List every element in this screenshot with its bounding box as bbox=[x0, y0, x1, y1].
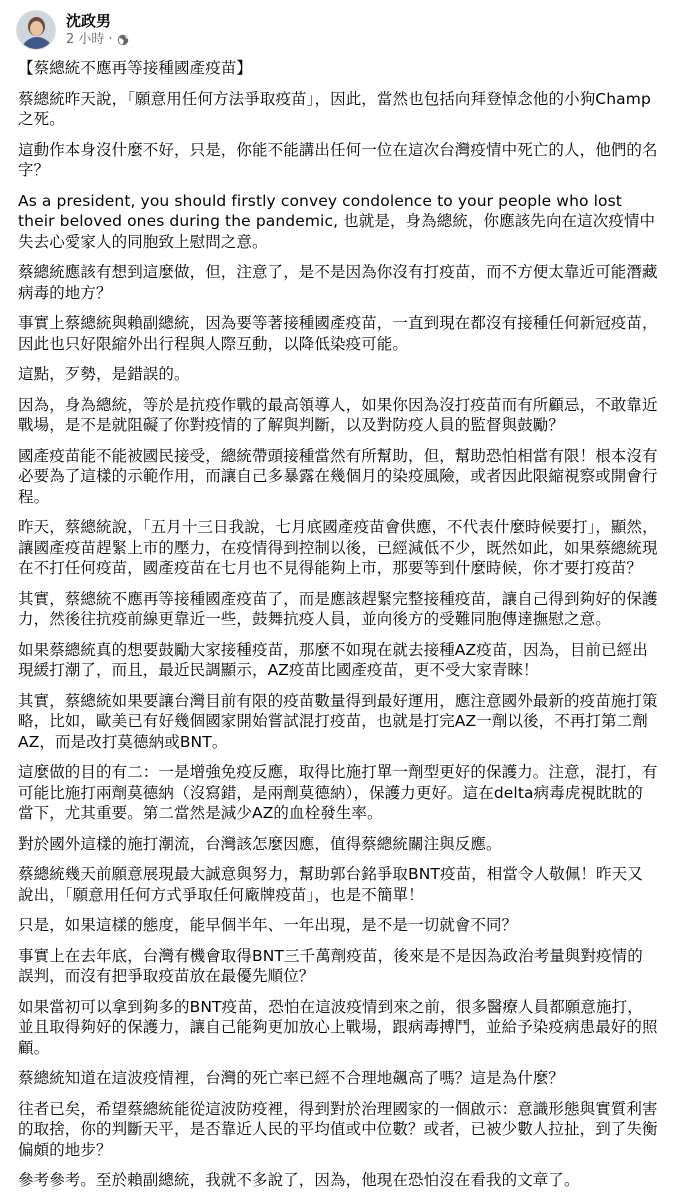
post-subline bbox=[66, 31, 129, 48]
post-paragraph: 蔡總統幾天前願意展現最大誠意與努力，幫助郭台銘爭取BNT疫苗，相當令人敬佩！昨天又說出，「願意用任何方式爭取任何廠牌疫苗」，也是不簡單！ bbox=[18, 865, 643, 904]
post-meta bbox=[66, 12, 129, 48]
post-paragraph: 事實上在去年底，台灣有機會取得BNT三千萬劑疫苗，後來是不是因為政治考量與對疫情的誤判，而沒有把爭取疫苗放在最優先順位？ bbox=[18, 946, 643, 985]
post-paragraph: As a president, you should firstly convey condolence to your people who lost their beloved ones during the pandemic, 也就是，身為總統，你應該先向在這次疫情中失去心愛家人的同胞致上慰問之意。 bbox=[18, 191, 656, 251]
post-body bbox=[18, 58, 658, 1201]
post-paragraph: 如果蔡總統真的想要鼓勵大家接種疫苗，那麼不如現在就去接種AZ疫苗，因為，目前已經出現緩打潮了，而且，最近民調顯示，AZ疫苗比國產疫苗，更不受大家青睞！ bbox=[18, 640, 648, 679]
avatar[interactable] bbox=[16, 10, 56, 50]
post-paragraph: 這點，歹勢，是錯誤的。 bbox=[18, 365, 190, 383]
post-paragraph: 這麼做的目的有二：一是增強免疫反應，取得比施打單一劑型更好的保護力。注意，混打，有可能比施打兩劑莫德納（沒寫錯，是兩劑莫德納），保護力更好。這在delta病毒虎視眈眈的當下，尤其重要。第二當然是減少AZ的血栓發生率。 bbox=[18, 763, 658, 822]
globe-icon[interactable] bbox=[117, 34, 129, 46]
separator-dot: · bbox=[108, 32, 113, 47]
post-paragraph: 蔡總統應該有想到這麼做，但，注意了，是不是因為你沒有打疫苗，而不方便太靠近可能潛藏病毒的地方？ bbox=[18, 263, 658, 302]
post-paragraph: 只是，如果這樣的態度，能早個半年、一年出現，是不是一切就會不同？ bbox=[18, 916, 518, 934]
post-paragraph: 因為，身為總統，等於是抗疫作戰的最高領導人，如果你因為沒打疫苗而有所顧忌，不敢靠近戰場，是不是就阻礙了你對疫情的了解與判斷，以及對防疫人員的監督與鼓勵？ bbox=[18, 395, 658, 434]
post-paragraph: 蔡總統知道在這波疫情裡，台灣的死亡率已經不合理地飆高了嗎？這是為什麼？ bbox=[18, 1069, 565, 1087]
post-title: 【蔡總統不應再等接種國產疫苗】 bbox=[18, 59, 253, 77]
post-paragraph: 如果當初可以拿到夠多的BNT疫苗，恐怕在這波疫情到來之前，很多醫療人員都願意施打，並且取得夠好的保護力，讓自己能夠更加放心上戰場，跟病毒搏鬥，並給予染疫病患最好的照顧。 bbox=[18, 997, 658, 1057]
post-header bbox=[16, 8, 129, 52]
author-name[interactable]: 沈政男 bbox=[66, 12, 112, 30]
avatar-body-shape bbox=[21, 37, 53, 50]
post-paragraph: 其實，蔡總統如果要讓台灣目前有限的疫苗數量得到最好運用，應注意國外最新的疫苗施打策略，比如，歐美已有好幾個國家開始嘗試混打疫苗，也就是打完AZ一劑以後，不再打第二劑AZ，而是改打莫德納或BNT。 bbox=[18, 691, 658, 751]
post-timestamp[interactable]: 2 小時 bbox=[66, 32, 105, 47]
post-paragraph: 昨天，蔡總統說，「五月十三日我說，七月底國產疫苗會供應，不代表什麼時候要打」，顯然，讓國產疫苗趕緊上市的壓力，在疫情得到控制以後，已經減低不少，既然如此，如果蔡總統現在不打任何疫苗，國產疫苗在七月也不見得能夠上市，那要等到什麼時候，你才要打疫苗？ bbox=[18, 518, 658, 577]
post-paragraph: 參考參考。至於賴副總統，我就不多說了，因為，他現在恐怕沒在看我的文章了。 bbox=[18, 1171, 580, 1189]
post-paragraph: 其實，蔡總統不應再等接種國產疫苗了，而是應該趕緊完整接種疫苗，讓自己得到夠好的保護力，然後往抗疫前線更靠近一些，鼓舞抗疫人員，並向後方的受難同胞傳達撫慰之意。 bbox=[18, 589, 658, 628]
post-paragraph: 對於國外這樣的施打潮流，台灣該怎麼因應，值得蔡總統關注與反應。 bbox=[18, 834, 502, 853]
post-paragraph: 往者已矣，希望蔡總統能從這波防疫裡，得到對於治理國家的一個啟示：意識形態與實質利害的取捨，你的判斷天平，是否靠近人民的平均值或中位數？或者，已被少數人拉扯，到了失衡偏頗的地步？ bbox=[18, 1099, 658, 1159]
post-paragraph: 這動作本身沒什麼不好，只是，你能不能講出任何一位在這次台灣疫情中死亡的人，他們的名字？ bbox=[18, 140, 658, 179]
post-paragraph: 事實上蔡總統與賴副總統，因為要等著接種國產疫苗，一直到現在都沒有接種任何新冠疫苗，因此也只好限縮外出行程與人際互動，以降低染疫可能。 bbox=[18, 314, 658, 353]
post-paragraph: 國產疫苗能不能被國民接受，總統帶頭接種當然有所幫助，但，幫助恐怕相當有限！根本沒有必要為了這樣的示範作用，而讓自己多暴露在幾個月的染疫風險，或者因此限縮視察或開會行程。 bbox=[18, 446, 658, 506]
post-paragraph: 蔡總統昨天說，「願意用任何方法爭取疫苗」，因此，當然也包括向拜登悼念他的小狗Champ之死。 bbox=[18, 89, 651, 128]
avatar-face-shape bbox=[30, 21, 43, 36]
